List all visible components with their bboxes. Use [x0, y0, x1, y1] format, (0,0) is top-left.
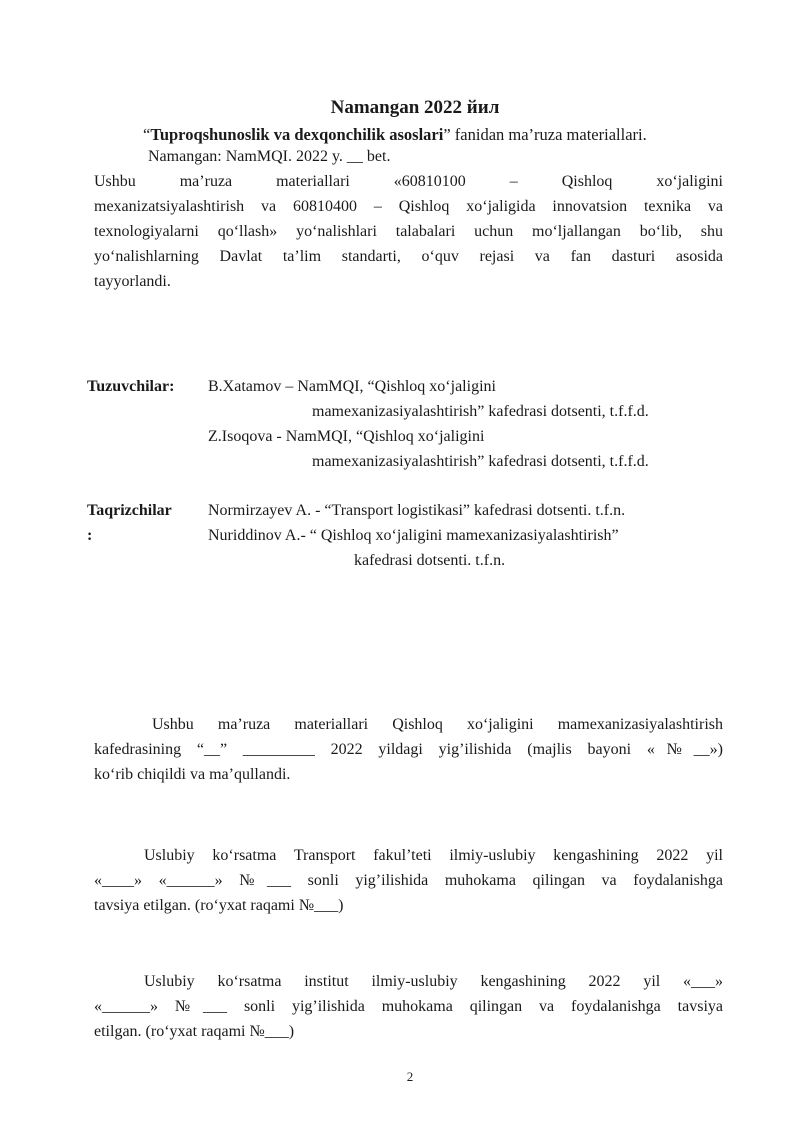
- subtitle-open-quote: “: [143, 125, 151, 144]
- page-title: Namangan 2022 йил: [330, 97, 500, 118]
- subtitle-rest: ” fanidan ma’ruza materiallari.: [443, 125, 647, 144]
- approval-paragraph: [94, 712, 723, 787]
- page-number: 2: [406, 1069, 414, 1084]
- intro-line: yo‘nalishlarning Davlat ta’lim standarti, o‘quv rejasi va fan dasturi asosida: [94, 248, 723, 265]
- compilers-label: Tuzuvchilar:: [87, 378, 175, 395]
- intro-paragraph: [94, 169, 723, 294]
- intro-line: Ushbu ma’ruza materiallari «60810100 – Qishloq xo‘jaligini: [94, 173, 723, 190]
- intro-line: tayyorlandi.: [94, 273, 171, 290]
- faculty-council-line: tavsiya etilgan. (ro‘yxat raqami №___): [94, 897, 344, 914]
- compiler-1-line1: B.Xatamov – NamMQI, “Qishloq xo‘jaligini: [208, 378, 496, 395]
- reviewer-2-dept: kafedrasi dotsenti. t.f.n.: [354, 552, 506, 569]
- reviewers-label: Taqrizchilar: [87, 502, 172, 519]
- subject-name: Tuproqshunoslik va dexqonchilik asoslari: [150, 125, 444, 144]
- faculty-council-line: Uslubiy ko‘rsatma Transport fakul’teti ilmiy-uslubiy kengashining 2022 yil: [144, 847, 723, 864]
- reviewer-2: Nuriddinov A.- “ Qishloq xo‘jaligini mamexanizasiyalashtirish”: [208, 527, 619, 544]
- document-subtitle: [143, 125, 647, 145]
- approval-line: kafedrasining “__” _________ 2022 yildagi yig’ilishida (majlis bayoni «№__»): [94, 741, 723, 758]
- compiler-2-line2: mamexanizasiyalashtirish” kafedrasi dotsenti, t.f.f.d.: [312, 453, 649, 470]
- approval-line: Ushbu ma’ruza materiallari Qishloq xo‘jaligini mamexanizasiyalashtirish: [152, 716, 723, 733]
- institute-council-line: «______» №___ sonli yig’ilishida muhokama qilingan va foydalanishga tavsiya: [94, 998, 723, 1015]
- intro-line: texnologiyalarni qo‘llash» yo‘nalishlari talabalari uchun mo‘ljallangan bo‘lib, shu: [94, 223, 723, 240]
- institute-council-line: Uslubiy ko‘rsatma institut ilmiy-uslubiy kengashining 2022 yil «___»: [144, 973, 723, 990]
- institute-council-paragraph: [94, 969, 723, 1044]
- reviewers-label-colon: :: [87, 527, 93, 544]
- reviewer-1: Normirzayev A. - “Transport logistikasi” kafedrasi dotsenti. t.f.n.: [208, 502, 626, 519]
- publication-info: Namangan: NamMQI. 2022 y. __ bet.: [148, 148, 391, 165]
- intro-line: mexanizatsiyalashtirish va 60810400 – Qishloq xo‘jaligida innovatsion texnika va: [94, 198, 723, 215]
- faculty-council-paragraph: [94, 843, 723, 918]
- compiler-2-line1: Z.Isoqova - NamMQI, “Qishloq xo‘jaligini: [208, 428, 485, 445]
- faculty-council-line: «____» «______» №___ sonli yig’ilishida muhokama qilingan va foydalanishga: [94, 872, 723, 889]
- compiler-1-line2: mamexanizasiyalashtirish” kafedrasi dotsenti, t.f.f.d.: [312, 403, 649, 420]
- approval-line: ko‘rib chiqildi va ma’qullandi.: [94, 766, 291, 783]
- institute-council-line: etilgan. (ro‘yxat raqami №___): [94, 1023, 295, 1040]
